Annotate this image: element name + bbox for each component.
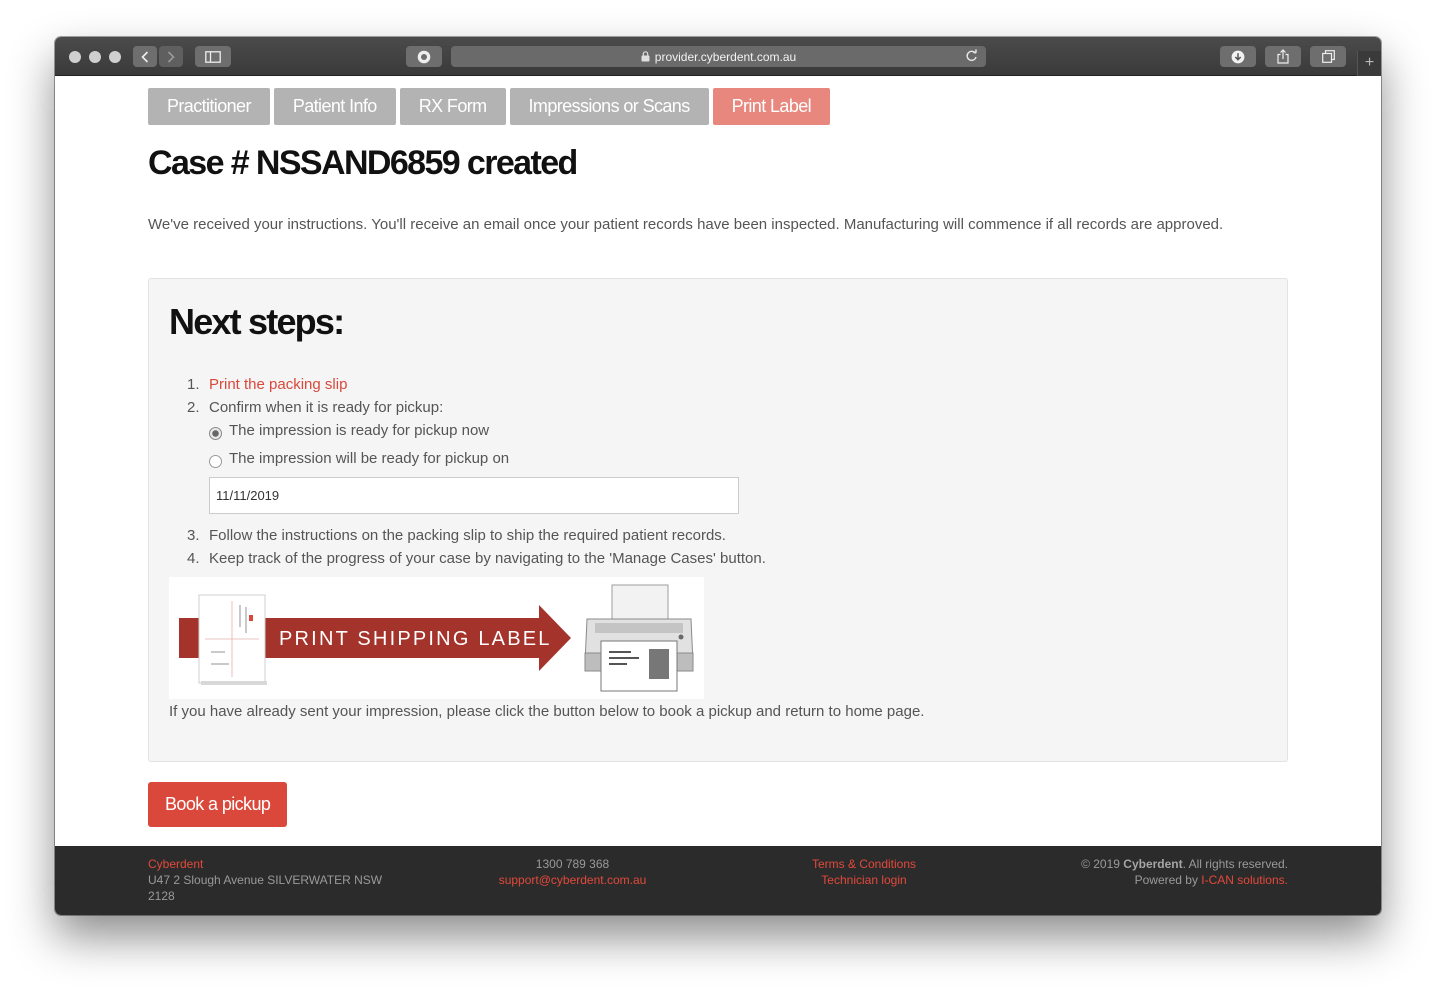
next-steps-title: Next steps: xyxy=(169,301,344,342)
printer-icon xyxy=(585,585,693,691)
print-packing-slip-link[interactable]: Print the packing slip xyxy=(209,376,348,393)
extension-icon xyxy=(417,50,431,64)
tab-rx-form[interactable]: RX Form xyxy=(400,88,506,125)
sidebar-icon xyxy=(205,51,221,63)
zoom-window-button[interactable] xyxy=(109,51,121,63)
step-3 xyxy=(169,524,1269,547)
page-title: Case # NSSAND6859 created xyxy=(148,144,577,182)
step-number: 2. xyxy=(187,399,200,416)
web-page xyxy=(55,76,1381,915)
already-sent-text: If you have already sent your impression, please click the button below to book a pickup and return to home page. xyxy=(169,703,925,720)
step-4-text: Keep track of the progress of your case by navigating to the 'Manage Cases' button. xyxy=(209,550,766,567)
forward-button[interactable] xyxy=(159,46,183,67)
radio-button-checked[interactable] xyxy=(209,427,222,440)
reload-icon[interactable] xyxy=(965,49,978,63)
footer-phone: 1300 789 368 xyxy=(535,857,610,871)
download-button[interactable] xyxy=(1220,46,1256,67)
sidebar-button[interactable] xyxy=(195,46,231,67)
copyright-suffix: . All rights reserved. xyxy=(1182,857,1288,871)
copyright-prefix: © 2019 xyxy=(1081,857,1124,871)
step-2 xyxy=(169,396,1269,514)
terms-link[interactable]: Terms & Conditions xyxy=(811,857,917,871)
footer-address: U47 2 Slough Avenue SILVERWATER NSW 2128 xyxy=(148,873,383,903)
back-button[interactable] xyxy=(133,46,157,67)
pickup-date-input[interactable] xyxy=(209,477,739,514)
step-3-text: Follow the instructions on the packing slip to ship the required patient records. xyxy=(209,527,726,544)
new-tab-icon: + xyxy=(1364,54,1375,71)
tab-print-label[interactable]: Print Label xyxy=(713,88,830,125)
download-icon xyxy=(1231,50,1245,64)
powered-by-prefix: Powered by xyxy=(1134,873,1202,887)
forward-icon xyxy=(167,51,175,63)
lock-icon xyxy=(641,51,650,62)
steps-list xyxy=(169,373,1269,570)
step-1 xyxy=(169,373,1269,396)
copyright-brand: Cyberdent xyxy=(1123,857,1183,871)
minimize-window-button[interactable] xyxy=(89,51,101,63)
next-steps-panel xyxy=(148,278,1288,762)
share-button[interactable] xyxy=(1265,46,1301,67)
step-4 xyxy=(169,547,1269,570)
footer-copyright xyxy=(988,856,1288,888)
radio-pickup-now-label[interactable]: The impression is ready for pickup now xyxy=(229,422,490,439)
footer xyxy=(55,846,1381,915)
radio-pickup-later-label[interactable]: The impression will be ready for pickup on xyxy=(229,450,510,467)
tab-overview-button[interactable] xyxy=(1310,46,1346,67)
tab-impressions-or-scans[interactable]: Impressions or Scans xyxy=(510,88,709,125)
step-number: 3. xyxy=(187,527,200,544)
step-number: 4. xyxy=(187,550,200,567)
radio-pickup-now[interactable] xyxy=(209,419,1269,447)
banner-text: PRINT SHIPPING LABEL xyxy=(279,628,552,650)
footer-email-link[interactable]: support@cyberdent.com.au xyxy=(498,873,647,887)
print-shipping-label-banner[interactable] xyxy=(169,577,704,699)
step-number: 1. xyxy=(187,376,200,393)
extension-button[interactable] xyxy=(406,46,442,67)
footer-company-link[interactable]: Cyberdent xyxy=(148,857,204,871)
print-shipping-label-graphic xyxy=(169,577,704,699)
radio-button-unchecked[interactable] xyxy=(209,455,222,468)
browser-toolbar xyxy=(55,37,1381,76)
back-icon xyxy=(141,51,149,63)
step-tabs xyxy=(148,88,830,125)
footer-links xyxy=(775,856,953,888)
address-bar[interactable] xyxy=(451,46,986,67)
intro-text: We've received your instructions. You'll receive an email once your patient records have been inspected. Manufacturing will commence if all records are approved. xyxy=(148,216,1224,233)
ican-link[interactable]: I-CAN solutions. xyxy=(1201,873,1288,887)
close-window-button[interactable] xyxy=(69,51,81,63)
technician-login-link[interactable]: Technician login xyxy=(821,873,907,887)
tabs-icon xyxy=(1322,50,1335,63)
tab-practitioner[interactable]: Practitioner xyxy=(148,88,270,125)
browser-window xyxy=(55,37,1381,915)
step-2-text: Confirm when it is ready for pickup: xyxy=(209,399,444,416)
book-pickup-button[interactable]: Book a pickup xyxy=(148,782,287,827)
tab-patient-info[interactable]: Patient Info xyxy=(274,88,396,125)
new-tab-button[interactable] xyxy=(1357,51,1381,76)
url-text: provider.cyberdent.com.au xyxy=(654,49,797,64)
footer-company xyxy=(148,856,398,904)
share-icon xyxy=(1277,49,1289,64)
radio-pickup-later[interactable] xyxy=(209,447,1269,475)
footer-contact xyxy=(465,856,680,888)
